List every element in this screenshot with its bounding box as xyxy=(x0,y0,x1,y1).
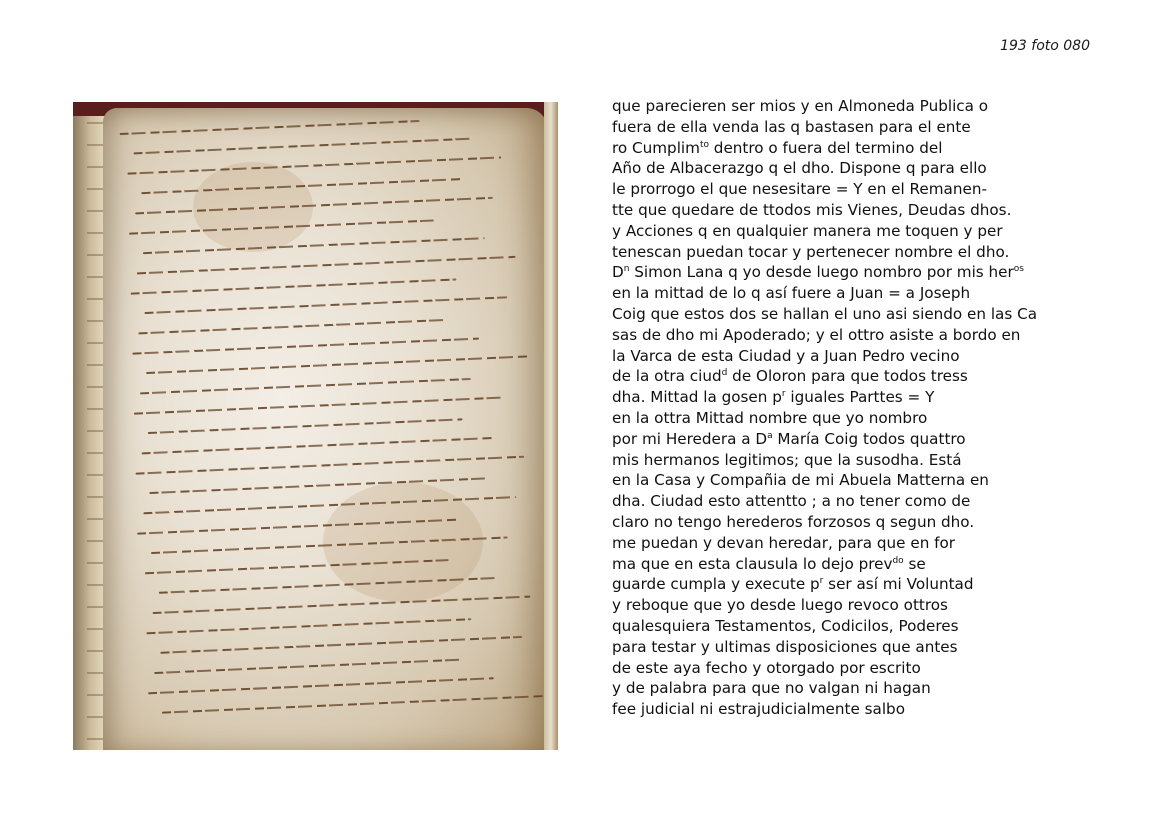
handwriting-stroke xyxy=(138,319,448,335)
handwriting-stroke xyxy=(153,596,531,614)
handwriting-stroke xyxy=(132,338,479,355)
handwriting-stroke xyxy=(160,636,522,654)
transcription-line: tte que quedare de ttodos mis Vienes, Deudas dhos. xyxy=(612,200,1012,219)
transcription-line: dha. Ciudad esto attentto ; a no tener como de xyxy=(612,492,971,511)
transcription-line: y reboque que yo desde luego revoco ottros xyxy=(612,596,948,615)
transcription-line: guarde cumpla y execute $p^r$ ser así mi Voluntad xyxy=(612,575,974,594)
abbreviation-superscript: d xyxy=(721,368,728,379)
abbreviation-superscript: os xyxy=(1013,264,1024,275)
transcription-line: y de palabra para que no valgan ni hagan xyxy=(612,679,931,698)
handwriting-stroke xyxy=(135,197,493,215)
handwriting-stroke xyxy=(146,355,530,374)
handwriting-stroke xyxy=(162,695,545,714)
transcription-line: de este aya fecho y otorgado por escrito xyxy=(612,658,921,677)
transcription-line: sas de dho mi Apoderado; y el ottro asiste a bordo en xyxy=(612,325,1021,344)
transcription-line: de la otra ciud$^d$ de Oloron para que todos tress xyxy=(612,367,968,386)
abbreviation-superscript: n xyxy=(623,264,630,275)
transcription-line: que parecieren ser mios y en Almoneda Publica o xyxy=(612,97,989,115)
handwriting-stroke xyxy=(148,418,463,434)
transcription-line: la Varca de esta Ciudad y a Juan Pedro vecino xyxy=(612,346,960,365)
handwriting-stroke xyxy=(159,577,500,594)
handwriting-stroke xyxy=(149,477,485,494)
handwritten-lines xyxy=(120,116,547,750)
abbreviation-superscript: a xyxy=(767,430,773,441)
transcription-line: claro no tengo herederos forzosos q segun dho. xyxy=(612,512,975,531)
handwriting-stroke xyxy=(141,178,462,194)
transcription-line: por mi Heredera a $D^a$ María Coig todos quattro xyxy=(612,429,966,448)
handwriting-stroke xyxy=(131,278,457,294)
handwriting-stroke xyxy=(127,156,501,174)
abbreviation-superscript: do xyxy=(892,555,904,566)
transcription-line: fee judicial ni estrajudicialmente salbo xyxy=(612,700,905,719)
transcription-line: en la Casa y Compañia de mi Abuela Matterna en xyxy=(612,471,989,490)
transcription-line: qualesquiera Testamentos, Codicilos, Poderes xyxy=(612,616,959,635)
transcription-line: Coig que estos dos se hallan el uno asi siendo en las Ca xyxy=(612,304,1038,323)
manuscript-photo xyxy=(73,102,558,750)
transcription-line: Año de Albacerazgo q el dho. Dispone q para ello xyxy=(612,159,987,178)
transcription-line: y Acciones q en qualquier manera me toquen y per xyxy=(612,221,1003,240)
handwriting-stroke xyxy=(146,618,471,634)
handwriting-stroke xyxy=(145,559,449,574)
handwriting-stroke xyxy=(137,519,457,535)
transcription-line: para testar y ultimas disposiciones que antes xyxy=(612,637,958,656)
page-reference: 193 foto 080 xyxy=(1000,38,1090,54)
transcription-line: fuera de ella venda las q bastasen para el ente xyxy=(612,117,971,136)
handwriting-stroke xyxy=(148,677,494,694)
transcription-line: en la ottra Mittad nombre que yo nombro xyxy=(612,408,928,427)
transcription-line: dha. Mittad la gosen $p^r$ iguales Parttes = Y xyxy=(612,388,935,407)
handwriting-stroke xyxy=(142,437,494,454)
handwriting-stroke xyxy=(143,237,485,254)
handwriting-stroke xyxy=(151,536,508,554)
handwriting-stroke xyxy=(137,256,516,275)
handwriting-stroke xyxy=(135,456,524,475)
abbreviation-superscript: to xyxy=(699,139,709,150)
handwriting-stroke xyxy=(134,397,502,415)
transcription-line: $D^n$ Simon Lana q yo desde luego nombro por mis her$^{os}$ xyxy=(612,263,1024,282)
handwriting-stroke xyxy=(145,296,508,314)
handwriting-stroke xyxy=(134,138,471,155)
transcription-line: en la mittad de lo q así fuere a Juan = a Joseph xyxy=(612,284,971,303)
transcription-line: me puedan y devan heredar, para que en for xyxy=(612,533,956,552)
transcription-line: ro Cumplim$^{to}$ dentro o fuera del termino del xyxy=(612,138,943,157)
abbreviation-superscript: r xyxy=(781,389,786,400)
handwriting-stroke xyxy=(154,659,463,674)
transcription-line: le prorrogo el que nesesitare = Y en el Remanen- xyxy=(612,180,987,199)
page-stack-edge xyxy=(544,102,558,750)
handwriting-stroke xyxy=(140,378,471,394)
transcription-text xyxy=(612,96,1112,720)
handwriting-stroke xyxy=(129,219,434,234)
abbreviation-superscript: r xyxy=(819,576,824,587)
handwriting-stroke xyxy=(143,496,516,514)
transcription-line: tenescan puedan tocar y pertenecer nombre el dho. xyxy=(612,242,1010,261)
transcription-line: mis hermanos legitimos; que la susodha. Está xyxy=(612,450,962,469)
transcription-line: ma que en esta clausula lo dejo prev$^{do}$ se xyxy=(612,554,926,573)
